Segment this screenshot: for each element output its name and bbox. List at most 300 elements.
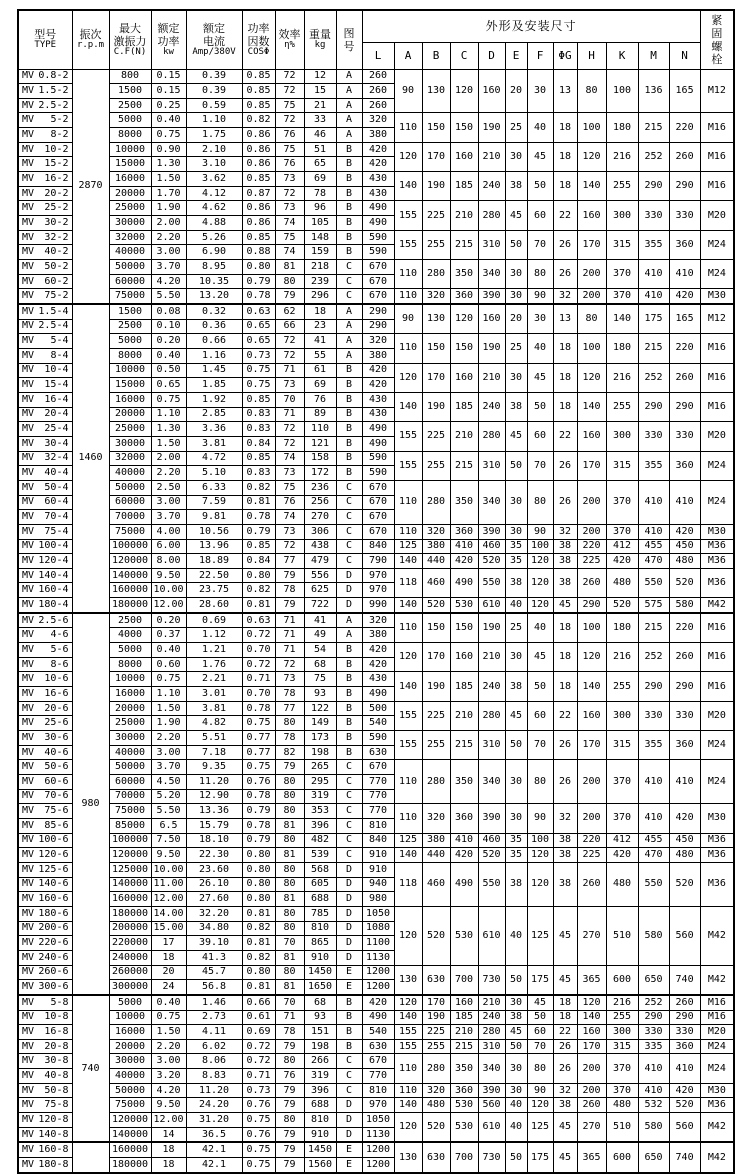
figure-cell: D bbox=[336, 1127, 362, 1142]
power-cell: 4.50 bbox=[151, 775, 186, 790]
dim-H-cell: 200 bbox=[577, 760, 606, 804]
dim-C-cell: 350 bbox=[450, 260, 478, 289]
dim-D-cell: 390 bbox=[478, 1083, 505, 1098]
weight-cell: 319 bbox=[304, 789, 336, 804]
weight-cell: 568 bbox=[304, 862, 336, 877]
force-cell: 16000 bbox=[109, 687, 151, 702]
col-header-rpm bbox=[72, 10, 109, 69]
dim-C-cell: 160 bbox=[450, 643, 478, 672]
dim-B-cell: 225 bbox=[422, 701, 450, 730]
dim-N-cell: 290 bbox=[669, 1010, 700, 1025]
power-cell: 2.20 bbox=[151, 230, 186, 245]
weight-cell: 54 bbox=[304, 643, 336, 658]
current-cell: 3.81 bbox=[186, 436, 242, 451]
cos-cell: 0.73 bbox=[242, 348, 275, 363]
cos-cell: 0.63 bbox=[242, 613, 275, 628]
dim-D-cell: 190 bbox=[478, 334, 505, 363]
dim-D-cell: 210 bbox=[478, 363, 505, 392]
current-cell: 39.10 bbox=[186, 936, 242, 951]
figure-cell: E bbox=[336, 1158, 362, 1173]
dim-L-cell: 420 bbox=[362, 643, 394, 658]
dim-M-cell: 580 bbox=[638, 1113, 669, 1143]
dim-D-cell: 280 bbox=[478, 1025, 505, 1040]
col-header-dim-N: N bbox=[669, 42, 700, 69]
dim-N-cell: 260 bbox=[669, 142, 700, 171]
weight-cell: 785 bbox=[304, 906, 336, 921]
model-cell: MV 25-2 bbox=[18, 201, 72, 216]
power-cell: 18 bbox=[151, 1158, 186, 1173]
dim-D-cell: 240 bbox=[478, 392, 505, 421]
dim-A-cell: 155 bbox=[394, 1039, 422, 1054]
bolt-cell: M36 bbox=[700, 833, 734, 848]
dim-G-cell: 26 bbox=[553, 260, 577, 289]
dim-C-cell: 360 bbox=[450, 524, 478, 539]
efficiency-cell: 73 bbox=[275, 524, 304, 539]
dim-N-cell: 420 bbox=[669, 289, 700, 304]
dim-F-cell: 90 bbox=[527, 804, 553, 833]
force-cell: 180000 bbox=[109, 906, 151, 921]
dim-H-cell: 160 bbox=[577, 1025, 606, 1040]
dim-K-cell: 480 bbox=[606, 862, 638, 906]
power-cell: 1.50 bbox=[151, 1025, 186, 1040]
dim-F-cell: 90 bbox=[527, 289, 553, 304]
weight-cell: 810 bbox=[304, 1113, 336, 1128]
weight-cell: 239 bbox=[304, 274, 336, 289]
bolt-cell: M24 bbox=[700, 760, 734, 804]
dim-F-cell: 50 bbox=[527, 1010, 553, 1025]
cos-cell: 0.86 bbox=[242, 201, 275, 216]
dim-A-cell: 120 bbox=[394, 906, 422, 965]
dim-C-cell: 160 bbox=[450, 363, 478, 392]
figure-cell: D bbox=[336, 921, 362, 936]
dim-E-cell: 30 bbox=[505, 643, 527, 672]
col-header-weight: 重量 kg bbox=[304, 10, 336, 69]
dim-K-cell: 100 bbox=[606, 69, 638, 113]
dim-E-cell: 50 bbox=[505, 731, 527, 760]
dim-L-cell: 790 bbox=[362, 554, 394, 569]
model-cell: MV 10-4 bbox=[18, 363, 72, 378]
current-cell: 1.92 bbox=[186, 392, 242, 407]
dim-H-cell: 160 bbox=[577, 422, 606, 451]
bolt-cell: M42 bbox=[700, 906, 734, 965]
dim-M-cell: 330 bbox=[638, 422, 669, 451]
power-cell: 10.00 bbox=[151, 862, 186, 877]
figure-cell: C bbox=[336, 775, 362, 790]
bolt-cell: M36 bbox=[700, 848, 734, 863]
spec-row bbox=[18, 363, 734, 378]
power-cell: 0.37 bbox=[151, 628, 186, 643]
current-cell: 1.10 bbox=[186, 113, 242, 128]
dim-C-cell: 185 bbox=[450, 392, 478, 421]
model-cell: MV 32-2 bbox=[18, 230, 72, 245]
dim-F-cell: 100 bbox=[527, 833, 553, 848]
efficiency-cell: 79 bbox=[275, 1127, 304, 1142]
dim-L-cell: 590 bbox=[362, 230, 394, 245]
force-cell: 8000 bbox=[109, 657, 151, 672]
dim-L-cell: 910 bbox=[362, 848, 394, 863]
dim-D-cell: 340 bbox=[478, 480, 505, 524]
col-header-dim-L: L bbox=[362, 42, 394, 69]
dim-F-cell: 120 bbox=[527, 598, 553, 613]
dim-H-cell: 160 bbox=[577, 701, 606, 730]
dim-M-cell: 215 bbox=[638, 334, 669, 363]
dim-L-cell: 770 bbox=[362, 789, 394, 804]
efficiency-cell: 77 bbox=[275, 554, 304, 569]
dim-H-cell: 365 bbox=[577, 965, 606, 995]
weight-cell: 810 bbox=[304, 921, 336, 936]
efficiency-cell: 72 bbox=[275, 334, 304, 349]
power-cell: 0.75 bbox=[151, 1010, 186, 1025]
force-cell: 10000 bbox=[109, 1010, 151, 1025]
force-cell: 100000 bbox=[109, 539, 151, 554]
cos-cell: 0.76 bbox=[242, 1098, 275, 1113]
col-header-rpm-cn: 振次 bbox=[79, 28, 102, 42]
figure-cell: B bbox=[336, 436, 362, 451]
cos-cell: 0.78 bbox=[242, 789, 275, 804]
dim-N-cell: 165 bbox=[669, 304, 700, 334]
dim-F-cell: 125 bbox=[527, 906, 553, 965]
dim-F-cell: 100 bbox=[527, 539, 553, 554]
dim-L-cell: 430 bbox=[362, 392, 394, 407]
dim-M-cell: 215 bbox=[638, 613, 669, 643]
cos-cell: 0.82 bbox=[242, 950, 275, 965]
figure-cell: B bbox=[336, 716, 362, 731]
weight-cell: 151 bbox=[304, 1025, 336, 1040]
power-cell: 8.00 bbox=[151, 554, 186, 569]
dim-M-cell: 252 bbox=[638, 142, 669, 171]
current-cell: 2.85 bbox=[186, 407, 242, 422]
figure-cell: C bbox=[336, 760, 362, 775]
dim-M-cell: 252 bbox=[638, 363, 669, 392]
dim-C-cell: 360 bbox=[450, 804, 478, 833]
power-cell: 2.00 bbox=[151, 216, 186, 231]
dim-D-cell: 560 bbox=[478, 1098, 505, 1113]
dim-K-cell: 412 bbox=[606, 539, 638, 554]
col-header-bolt: 紧 固 螺 栓 bbox=[700, 10, 734, 69]
current-cell: 24.20 bbox=[186, 1098, 242, 1113]
dim-L-cell: 490 bbox=[362, 216, 394, 231]
dim-E-cell: 50 bbox=[505, 1039, 527, 1054]
dim-L-cell: 1200 bbox=[362, 1158, 394, 1173]
dim-D-cell: 550 bbox=[478, 862, 505, 906]
dim-H-cell: 365 bbox=[577, 1142, 606, 1172]
dim-B-cell: 440 bbox=[422, 554, 450, 569]
dim-F-cell: 70 bbox=[527, 731, 553, 760]
force-cell: 140000 bbox=[109, 877, 151, 892]
model-cell: MV 16-8 bbox=[18, 1025, 72, 1040]
spec-row bbox=[18, 613, 734, 628]
cos-cell: 0.82 bbox=[242, 113, 275, 128]
weight-cell: 122 bbox=[304, 701, 336, 716]
efficiency-cell: 81 bbox=[275, 892, 304, 907]
figure-cell: B bbox=[336, 363, 362, 378]
weight-cell: 218 bbox=[304, 260, 336, 275]
power-cell: 1.50 bbox=[151, 436, 186, 451]
force-cell: 8000 bbox=[109, 348, 151, 363]
spec-row bbox=[18, 1025, 734, 1040]
dim-L-cell: 490 bbox=[362, 201, 394, 216]
bolt-cell: M24 bbox=[700, 451, 734, 480]
cos-cell: 0.82 bbox=[242, 921, 275, 936]
dim-A-cell: 140 bbox=[394, 1010, 422, 1025]
power-cell: 0.20 bbox=[151, 613, 186, 628]
weight-cell: 41 bbox=[304, 334, 336, 349]
spec-row bbox=[18, 701, 734, 716]
power-cell: 0.15 bbox=[151, 84, 186, 99]
dim-L-cell: 1130 bbox=[362, 950, 394, 965]
power-cell: 2.20 bbox=[151, 731, 186, 746]
dim-B-cell: 255 bbox=[422, 230, 450, 259]
dim-K-cell: 216 bbox=[606, 363, 638, 392]
power-cell: 0.90 bbox=[151, 142, 186, 157]
dim-H-cell: 260 bbox=[577, 862, 606, 906]
bolt-cell: M16 bbox=[700, 172, 734, 201]
power-cell: 0.40 bbox=[151, 348, 186, 363]
dim-N-cell: 450 bbox=[669, 539, 700, 554]
efficiency-cell: 80 bbox=[275, 716, 304, 731]
figure-cell: C bbox=[336, 260, 362, 275]
dim-H-cell: 200 bbox=[577, 1054, 606, 1083]
cos-cell: 0.79 bbox=[242, 274, 275, 289]
efficiency-cell: 82 bbox=[275, 745, 304, 760]
dim-E-cell: 30 bbox=[505, 480, 527, 524]
power-cell: 3.20 bbox=[151, 1069, 186, 1084]
figure-cell: C bbox=[336, 539, 362, 554]
bolt-cell: M36 bbox=[700, 539, 734, 554]
dim-B-cell: 520 bbox=[422, 906, 450, 965]
dim-F-cell: 120 bbox=[527, 862, 553, 906]
dim-N-cell: 165 bbox=[669, 69, 700, 113]
dim-D-cell: 160 bbox=[478, 304, 505, 334]
figure-cell: B bbox=[336, 230, 362, 245]
weight-cell: 722 bbox=[304, 598, 336, 613]
dim-N-cell: 410 bbox=[669, 480, 700, 524]
model-cell: MV 20-2 bbox=[18, 186, 72, 201]
efficiency-cell: 80 bbox=[275, 1113, 304, 1128]
cos-cell: 0.75 bbox=[242, 1158, 275, 1173]
dim-L-cell: 590 bbox=[362, 731, 394, 746]
model-cell: MV 1.5-2 bbox=[18, 84, 72, 99]
force-cell: 220000 bbox=[109, 936, 151, 951]
cos-cell: 0.80 bbox=[242, 892, 275, 907]
model-cell: MV 30-4 bbox=[18, 436, 72, 451]
bolt-cell: M20 bbox=[700, 1025, 734, 1040]
force-cell: 180000 bbox=[109, 598, 151, 613]
dim-L-cell: 670 bbox=[362, 1054, 394, 1069]
power-cell: 0.20 bbox=[151, 334, 186, 349]
force-cell: 120000 bbox=[109, 554, 151, 569]
dim-M-cell: 410 bbox=[638, 480, 669, 524]
spec-row bbox=[18, 1083, 734, 1098]
dim-K-cell: 300 bbox=[606, 1025, 638, 1040]
figure-cell: A bbox=[336, 304, 362, 319]
dim-L-cell: 840 bbox=[362, 539, 394, 554]
dim-L-cell: 490 bbox=[362, 422, 394, 437]
figure-cell: E bbox=[336, 965, 362, 980]
model-cell: MV 180-6 bbox=[18, 906, 72, 921]
model-cell: MV 15-2 bbox=[18, 157, 72, 172]
spec-row bbox=[18, 289, 734, 304]
figure-cell: B bbox=[336, 701, 362, 716]
cos-cell: 0.83 bbox=[242, 407, 275, 422]
efficiency-cell: 70 bbox=[275, 995, 304, 1010]
current-cell: 0.39 bbox=[186, 84, 242, 99]
dim-M-cell: 136 bbox=[638, 69, 669, 113]
dim-M-cell: 410 bbox=[638, 260, 669, 289]
model-cell: MV 16-4 bbox=[18, 392, 72, 407]
dim-M-cell: 290 bbox=[638, 172, 669, 201]
dim-K-cell: 600 bbox=[606, 965, 638, 995]
dim-D-cell: 390 bbox=[478, 524, 505, 539]
power-cell: 1.70 bbox=[151, 186, 186, 201]
weight-cell: 319 bbox=[304, 1069, 336, 1084]
weight-cell: 482 bbox=[304, 833, 336, 848]
dim-H-cell: 200 bbox=[577, 804, 606, 833]
dim-C-cell: 350 bbox=[450, 1054, 478, 1083]
model-cell: MV 75-8 bbox=[18, 1098, 72, 1113]
power-cell: 0.60 bbox=[151, 657, 186, 672]
dim-M-cell: 355 bbox=[638, 451, 669, 480]
dim-M-cell: 355 bbox=[638, 230, 669, 259]
dim-N-cell: 330 bbox=[669, 1025, 700, 1040]
dim-K-cell: 140 bbox=[606, 304, 638, 334]
spec-row bbox=[18, 142, 734, 157]
weight-cell: 865 bbox=[304, 936, 336, 951]
spec-row bbox=[18, 643, 734, 658]
power-cell: 1.50 bbox=[151, 172, 186, 187]
power-cell: 18 bbox=[151, 950, 186, 965]
dim-F-cell: 80 bbox=[527, 760, 553, 804]
weight-cell: 89 bbox=[304, 407, 336, 422]
dim-B-cell: 630 bbox=[422, 965, 450, 995]
power-cell: 3.00 bbox=[151, 745, 186, 760]
current-cell: 23.60 bbox=[186, 862, 242, 877]
power-cell: 11.00 bbox=[151, 877, 186, 892]
cos-cell: 0.78 bbox=[242, 701, 275, 716]
spec-row bbox=[18, 334, 734, 349]
dim-K-cell: 480 bbox=[606, 1098, 638, 1113]
dim-D-cell: 610 bbox=[478, 598, 505, 613]
dim-K-cell: 510 bbox=[606, 1113, 638, 1143]
dim-E-cell: 30 bbox=[505, 260, 527, 289]
model-cell: MV 180-8 bbox=[18, 1158, 72, 1173]
power-cell: 0.40 bbox=[151, 643, 186, 658]
force-cell: 40000 bbox=[109, 466, 151, 481]
weight-cell: 149 bbox=[304, 716, 336, 731]
dim-H-cell: 120 bbox=[577, 643, 606, 672]
force-cell: 100000 bbox=[109, 833, 151, 848]
dim-F-cell: 45 bbox=[527, 363, 553, 392]
dim-E-cell: 25 bbox=[505, 613, 527, 643]
dim-D-cell: 390 bbox=[478, 289, 505, 304]
force-cell: 140000 bbox=[109, 1127, 151, 1142]
dim-M-cell: 355 bbox=[638, 731, 669, 760]
spec-row bbox=[18, 230, 734, 245]
dim-D-cell: 240 bbox=[478, 172, 505, 201]
efficiency-cell: 80 bbox=[275, 274, 304, 289]
dim-N-cell: 740 bbox=[669, 1142, 700, 1172]
col-header-dimensions: 外形及安装尺寸 bbox=[362, 10, 700, 42]
weight-cell: 121 bbox=[304, 436, 336, 451]
force-cell: 25000 bbox=[109, 422, 151, 437]
dim-A-cell: 110 bbox=[394, 289, 422, 304]
dim-A-cell: 110 bbox=[394, 260, 422, 289]
force-cell: 16000 bbox=[109, 392, 151, 407]
efficiency-cell: 74 bbox=[275, 216, 304, 231]
model-cell: MV 180-4 bbox=[18, 598, 72, 613]
efficiency-cell: 71 bbox=[275, 363, 304, 378]
current-cell: 27.60 bbox=[186, 892, 242, 907]
figure-cell: B bbox=[336, 378, 362, 393]
figure-cell: B bbox=[336, 172, 362, 187]
dim-E-cell: 45 bbox=[505, 1025, 527, 1040]
col-header-current: 额定 电流 Amp/380V bbox=[186, 10, 242, 69]
dim-D-cell: 210 bbox=[478, 142, 505, 171]
dim-G-cell: 45 bbox=[553, 965, 577, 995]
cos-cell: 0.85 bbox=[242, 451, 275, 466]
current-cell: 22.50 bbox=[186, 568, 242, 583]
dim-N-cell: 480 bbox=[669, 554, 700, 569]
efficiency-cell: 78 bbox=[275, 583, 304, 598]
dim-C-cell: 215 bbox=[450, 731, 478, 760]
spec-row bbox=[18, 1010, 734, 1025]
dim-G-cell: 18 bbox=[553, 363, 577, 392]
cos-cell: 0.81 bbox=[242, 495, 275, 510]
dim-H-cell: 120 bbox=[577, 995, 606, 1010]
figure-cell: A bbox=[336, 613, 362, 628]
model-cell: MV 5-6 bbox=[18, 643, 72, 658]
figure-cell: B bbox=[336, 157, 362, 172]
dim-E-cell: 30 bbox=[505, 1083, 527, 1098]
figure-cell: B bbox=[336, 672, 362, 687]
dim-E-cell: 20 bbox=[505, 69, 527, 113]
bolt-cell: M36 bbox=[700, 862, 734, 906]
dim-F-cell: 80 bbox=[527, 480, 553, 524]
figure-cell: C bbox=[336, 804, 362, 819]
force-cell: 40000 bbox=[109, 245, 151, 260]
dim-N-cell: 520 bbox=[669, 1098, 700, 1113]
efficiency-cell: 72 bbox=[275, 69, 304, 84]
current-cell: 6.90 bbox=[186, 245, 242, 260]
dim-E-cell: 38 bbox=[505, 672, 527, 701]
figure-cell: A bbox=[336, 334, 362, 349]
dim-B-cell: 280 bbox=[422, 1054, 450, 1083]
dim-B-cell: 130 bbox=[422, 304, 450, 334]
figure-cell: C bbox=[336, 833, 362, 848]
dim-F-cell: 90 bbox=[527, 524, 553, 539]
power-cell: 0.75 bbox=[151, 128, 186, 143]
figure-cell: E bbox=[336, 1142, 362, 1157]
col-header-type bbox=[18, 10, 72, 69]
model-cell: MV 10-8 bbox=[18, 1010, 72, 1025]
dim-L-cell: 420 bbox=[362, 157, 394, 172]
dim-L-cell: 670 bbox=[362, 495, 394, 510]
force-cell: 50000 bbox=[109, 1083, 151, 1098]
weight-cell: 479 bbox=[304, 554, 336, 569]
weight-cell: 46 bbox=[304, 128, 336, 143]
dim-B-cell: 280 bbox=[422, 760, 450, 804]
dim-H-cell: 140 bbox=[577, 172, 606, 201]
dim-C-cell: 490 bbox=[450, 568, 478, 597]
dim-A-cell: 155 bbox=[394, 230, 422, 259]
efficiency-cell: 73 bbox=[275, 466, 304, 481]
spec-row bbox=[18, 598, 734, 613]
power-cell: 12.00 bbox=[151, 598, 186, 613]
current-cell: 9.81 bbox=[186, 510, 242, 525]
current-cell: 2.21 bbox=[186, 672, 242, 687]
weight-cell: 68 bbox=[304, 657, 336, 672]
model-cell: MV 0.8-2 bbox=[18, 69, 72, 84]
